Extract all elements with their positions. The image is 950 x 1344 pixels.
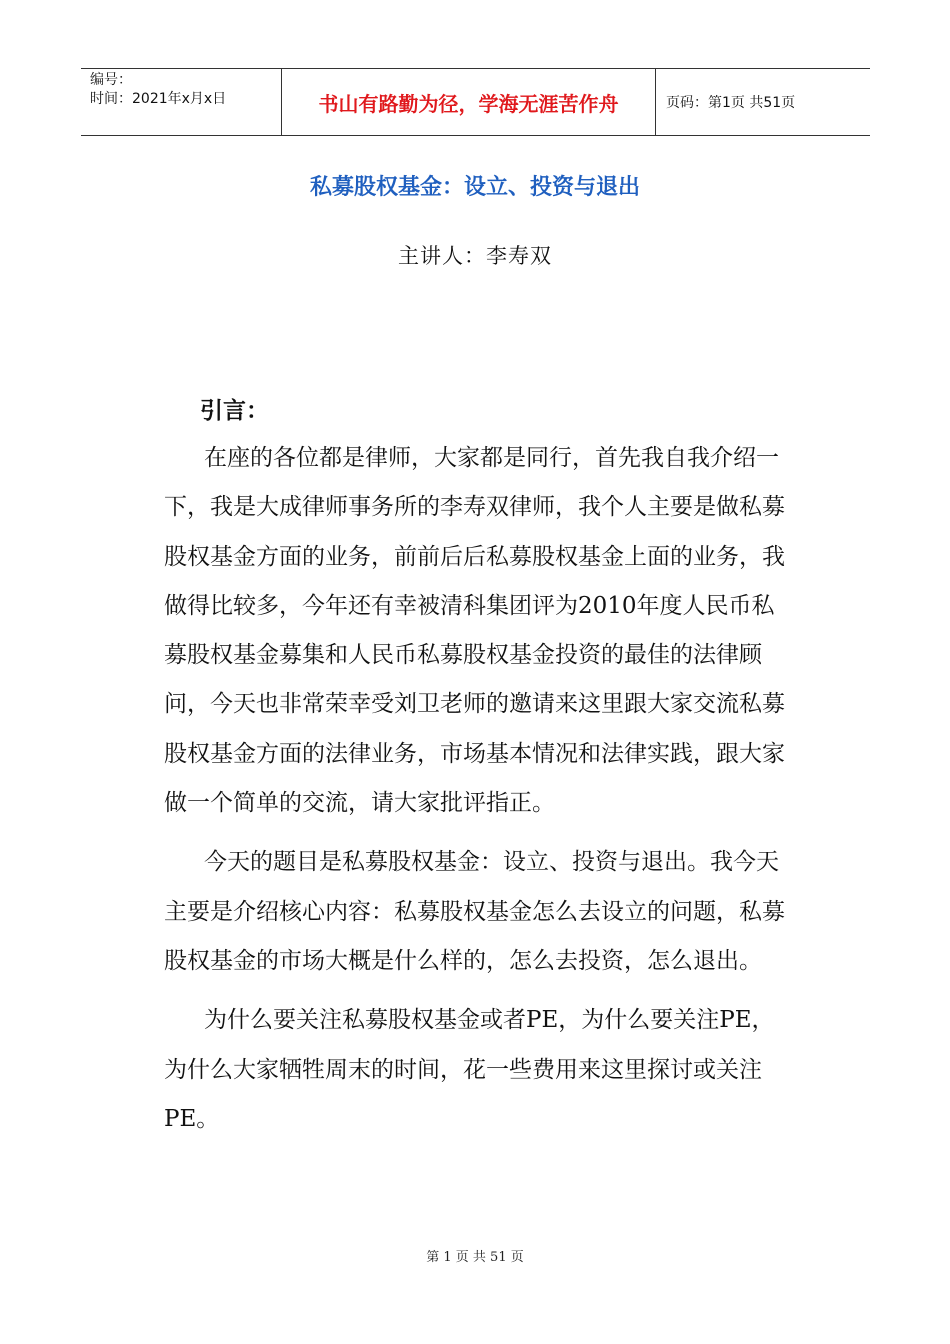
- intro-heading: 引言：: [200, 398, 269, 424]
- header-page-info: 页码：第1页 共51页: [666, 95, 796, 111]
- header-meta: [81, 69, 282, 135]
- number-label: 编号：: [90, 72, 132, 88]
- paragraph: 为什么要关注私募股权基金或者PE，为什么要关注PE，为什么大家牺牲周末的时间，花一些费用来这里探讨或关注PE。: [164, 1007, 775, 1132]
- document-title: 私募股权基金：设立、投资与退出: [309, 175, 640, 200]
- paragraph: 今天的题目是私募股权基金：设立、投资与退出。我今天主要是介绍核心内容：私募股权基金怎么去设立的问题，私募股权基金的市场大概是什么样的，怎么去投资，怎么退出。: [164, 849, 785, 974]
- paragraph: 在座的各位都是律师，大家都是同行，首先我自我介绍一下，我是大成律师事务所的李寿双律师，我个人主要是做私募股权基金方面的业务，前前后后私募股权基金上面的业务，我做得比较多，今年还有幸被清科集团评为2010年度人民币私募股权基金募集和人民币私募股权基金投资的最佳的法律顾问，今天也非常荣幸受刘卫老师的邀请来这里跟大家交流私募股权基金方面的法律业务，市场基本情况和法律实践，跟大家做一个简单的交流，请大家批评指正。: [164, 445, 785, 817]
- body-text: [164, 434, 792, 1154]
- header-motto: 书山有路勤为径，学海无涯苦作舟: [282, 69, 656, 135]
- page-footer: 第 1 页 共 51 页: [426, 1250, 524, 1265]
- date-label: 时间：2021年x月x日: [90, 91, 227, 107]
- page-header: [81, 68, 870, 136]
- speaker-line: 主讲人：李寿双: [398, 244, 552, 268]
